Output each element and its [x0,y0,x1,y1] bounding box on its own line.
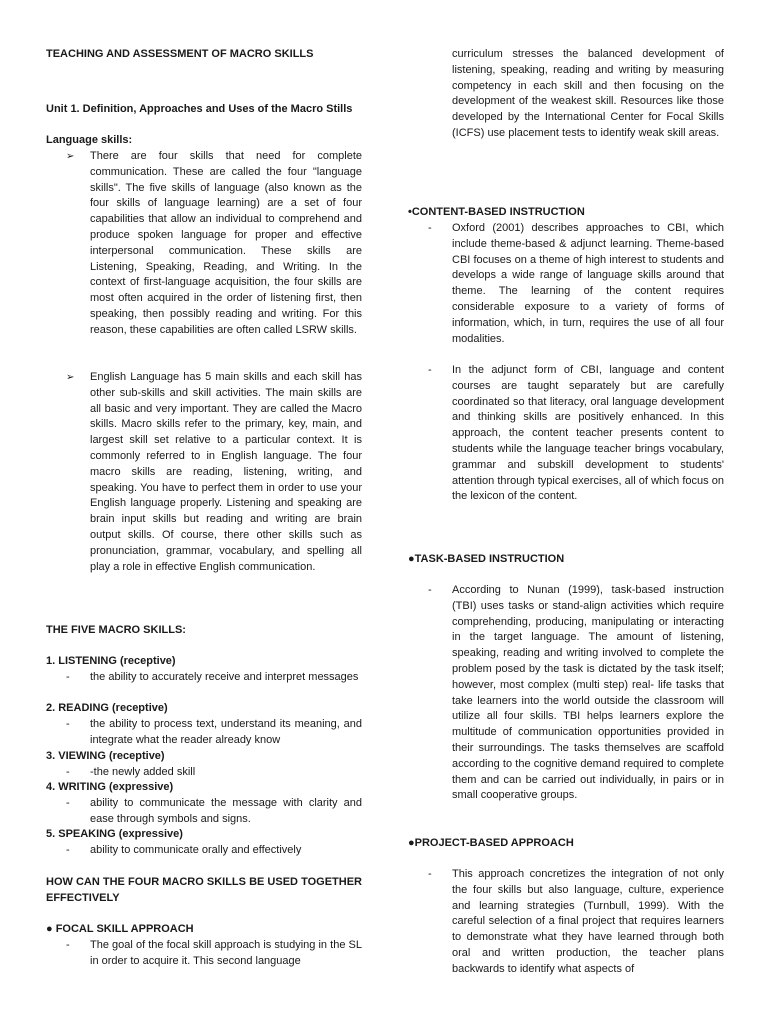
skill-description: ability to communicate orally and effectively [90,844,302,856]
skill-heading: 1. LISTENING (receptive) [46,655,176,667]
five-skills-heading: THE FIVE MACRO SKILLS: [46,624,186,636]
list-item [46,796,362,828]
dash-bullet: - [428,222,432,234]
skill-heading: 3. VIEWING (receptive) [46,750,165,762]
arrow-bullet-icon: ➢ [66,372,75,383]
dash-bullet: - [428,364,432,376]
pba-heading: ●PROJECT-BASED APPROACH [408,837,574,849]
unit-heading: Unit 1. Definition, Approaches and Uses of the Macro Stills [46,103,353,115]
list-item [408,867,724,978]
list-item [46,938,362,970]
skill-heading: 2. READING (receptive) [46,702,168,714]
dash-bullet: - [66,718,70,730]
list-item [46,765,362,781]
list-item [408,583,724,804]
list-item [408,221,724,347]
skill-heading: 5. SPEAKING (expressive) [46,828,183,840]
skill-description: the ability to accurately receive and interpret messages [90,671,359,683]
tbi-description: According to Nunan (1999), task-based instruction (TBI) uses tasks or stand-align activities which require comprehending, producing, manipulating or interacting in the target language. The amount of listening, speaking, reading and writing involved to complete the problem posed by the task is dictated by the task itself; however, most complex (multi step) real- life tasks that take learners into the world outside the classroom will utilize all four skills. TBI helps learners explore the multitude of communication opportunities provided in their surroundings. The tasks themselves are scaffold according to the cognitive demand required to complete them and can be carried out individually, in pairs or in small cooperative groups. [452,584,724,802]
pba-description: This approach concretizes the integration of not only the four skills but also language, culture, experience and learning strategies (Turnbull, 1999). With the careful selection of a final project that requires learners to demonstrate what they have learned through both oral and written production, the teacher plans backwards to identify what aspects of [452,868,724,975]
how-heading: HOW CAN THE FOUR MACRO SKILLS BE USED TOGETHER EFFECTIVELY [46,876,362,904]
focal-continuation: curriculum stresses the balanced development of listening, speaking, reading and writing by measuring competency in each skill and then focusing on the development of the weakest skill. Resources like those developed by the International Center for Focal Skills (ICFS) use placement tests to identify weak skill areas. [452,48,724,139]
list-item [46,149,362,339]
dash-bullet: - [428,584,432,596]
cbi-description: In the adjunct form of CBI, language and content courses are taught separately but are carefully coordinated so that literacy, oral language development and thinking skills are positively enhanced. In this approach, the content teacher presents content to students while the language teacher brings vocabulary, grammar and subskill development to students' attention through typical exercises, all of which focus on the lexicon of the content. [452,364,724,503]
list-item [46,717,362,749]
arrow-bullet-icon: ➢ [66,151,75,162]
list-item [46,843,362,859]
document-title: TEACHING AND ASSESSMENT OF MACRO SKILLS [46,48,314,60]
skill-description: the ability to process text, understand its meaning, and integrate what the reader already know [90,718,362,746]
cbi-heading: •CONTENT-BASED INSTRUCTION [408,206,585,218]
skill-description: -the newly added skill [90,766,196,778]
cbi-description: Oxford (2001) describes approaches to CBI, which include theme-based & adjunct learning. Theme-based CBI focuses on a theme of high interest to students and develops a wide range of language skills around that theme. The learning of the content requires considerable exposure to a variety of forms of information, which, in turn, requires the use of all four modalities. [452,222,724,345]
language-skills-heading: Language skills: [46,134,133,146]
dash-bullet: - [66,939,70,951]
dash-bullet: - [66,844,70,856]
dash-bullet: - [66,671,70,683]
dash-bullet: - [428,868,432,880]
skill-description: ability to communicate the message with clarity and ease through symbols and signs. [90,797,362,825]
dash-bullet: - [66,766,70,778]
list-item [46,370,362,575]
focal-heading: ● FOCAL SKILL APPROACH [46,923,194,935]
focal-description: The goal of the focal skill approach is studying in the SL in order to acquire it. This second language [90,939,362,967]
dash-bullet: - [66,797,70,809]
skill-heading: 4. WRITING (expressive) [46,781,174,793]
list-item [46,670,362,686]
bullet-text: There are four skills that need for complete communication. These are called the four "language skills". The five skills of language (also known as the four skills of language learning) are a set of four capabilities that allow an individual to comprehend and produce spoken language for proper and effective interpersonal communication. These skills are Listening, Speaking, Reading, and Writing. In the context of first-language acquisition, the four skills are most often acquired in the order of listening first, then speaking, then possibly reading and writing. For this reason, these capabilities are often called LSRW skills. [90,150,362,336]
bullet-text: English Language has 5 main skills and each skill has other sub-skills and skill activities. The main skills are all basic and very important. They are called the Macro skills. Macro skills refer to the primary, key, main, and largest skill set relative to a particular context. It is commonly referred to in English language. The four macro skills are reading, listening, writing, and speaking. You have to perfect them in order to use your English language properly. Listening and speaking are brain input skills but reading and writing are brain output skills. Of course, there other skills such as pronunciation, grammar, vocabulary, and spelling all play a role in effective English communication. [90,371,362,573]
tbi-heading: ●TASK-BASED INSTRUCTION [408,553,565,565]
list-item [408,363,724,505]
